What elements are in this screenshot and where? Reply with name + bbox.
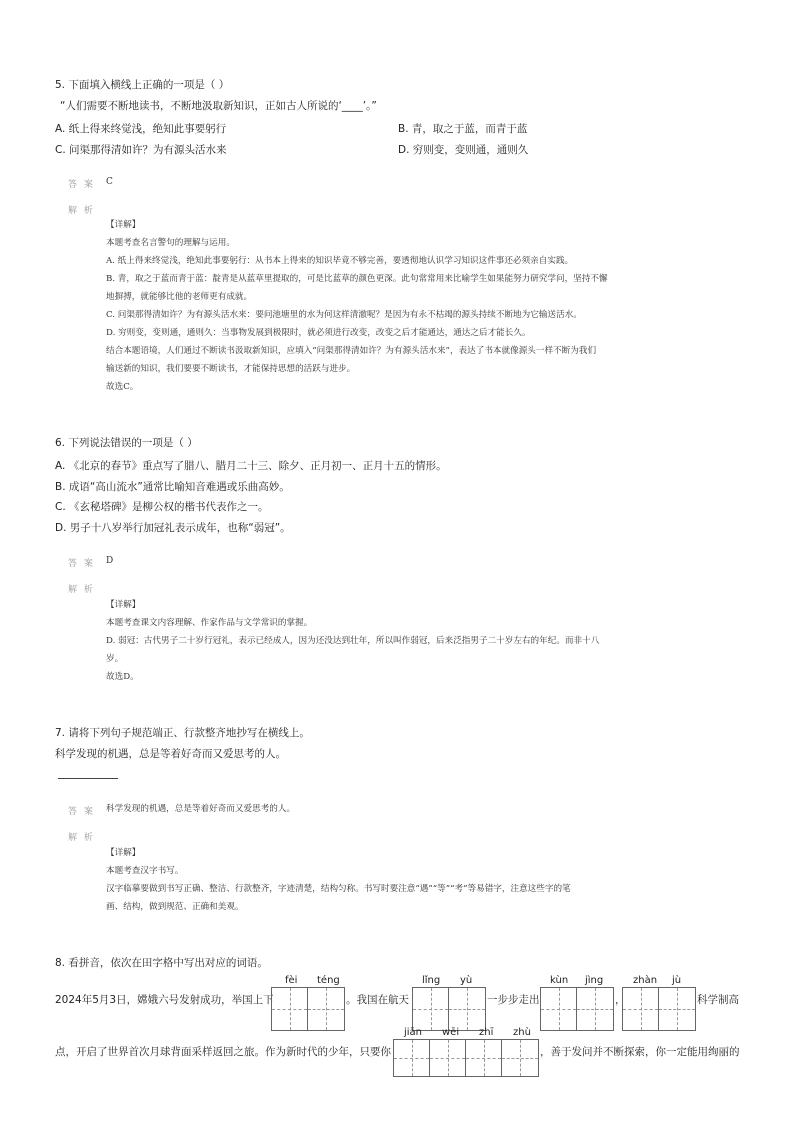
q8-line-1 [0, 987, 794, 1031]
pinyin: téng [317, 975, 340, 986]
pinyin: zhī [479, 1027, 494, 1038]
q7-answer-line[interactable] [58, 778, 118, 779]
pinyin: jìng [585, 975, 604, 986]
q6-explanation [106, 599, 599, 689]
tianzige-cell[interactable] [541, 988, 577, 1030]
tianzige-cell[interactable] [659, 988, 695, 1030]
explanation-line: 输送新的知识，我们要要不断读书，才能保持思想的活跃与进步。 [106, 364, 356, 374]
pinyin: fèi [285, 975, 298, 986]
explanation-line: A. 纸上得来终觉浅，绝知此事要躬行：从书本上得来的知识毕竟不够完善，要透彻地认识学习知识这件事还必须亲自实践。 [106, 256, 574, 266]
q5-analysis-label: 解 析 [68, 206, 95, 216]
explanation-line: 本题考查汉字书写。 [106, 866, 184, 876]
pinyin: wēi [442, 1027, 460, 1038]
tianzige-cell[interactable] [449, 988, 485, 1030]
pinyin: yù [460, 975, 473, 986]
q6-stem: 6. 下列说法错误的一项是（ ） [55, 437, 198, 449]
pinyin: jù [672, 975, 682, 986]
tianzige-cell[interactable] [413, 988, 449, 1030]
q7-answer-label: 答 案 [68, 807, 95, 817]
tianzige-cell[interactable] [430, 1040, 466, 1076]
q8-line-2 [0, 1039, 794, 1079]
explanation-line: D. 穷则变，变则通，通则久：当事物发展到极限时，就必须进行改变，改变之后才能通达，通达之后才能长久。 [106, 328, 531, 338]
q6-option-a[interactable]: A. 《北京的春节》重点写了腊八、腊月二十三、除夕、正月初一、正月十五的情形。 [55, 460, 447, 472]
q5-quote: “人们需要不断地读书，不断地汲取新知识，正如古人所说的‘____’。” [60, 100, 377, 112]
tianzige-cell[interactable] [308, 988, 344, 1030]
q8-text: 点，开启了世界首次月球背面采样返回之旅。作为新时代的少年，只要你 [55, 1046, 391, 1058]
explanation-line: 汉字临摹要做到书写正确、整洁、行款整齐，字迹清楚，结构匀称。书写时要注意“遇”“等”“考”等易错字，注意这些字的笔 [106, 884, 571, 894]
explanation-line: B. 青，取之于蓝而青于蓝：靛青是从蓝草里提取的，可是比蓝草的颜色更深。此句常常用来比喻学生如果能努力研究学问，坚持不懈 [106, 274, 608, 284]
explanation-line: C. 问渠那得清如许？为有源头活水来：要问池塘里的水为何这样清澈呢？是因为有永不枯竭的源头持续不断地为它输送活水。 [106, 310, 582, 320]
explanation-line: 本题考查名言警句的理解与运用。 [106, 238, 235, 248]
tianzige-grid-feiteng[interactable] [271, 987, 345, 1031]
explanation-line: 故选D。 [106, 672, 139, 682]
explanation-line: D. 弱冠：古代男子二十岁行冠礼，表示已经成人，因为还没达到壮年，所以叫作弱冠，后来泛指男子二十岁左右的年纪。而非十八 [106, 636, 600, 646]
q6-answer: D [106, 556, 114, 566]
pinyin: lǐng [422, 975, 441, 986]
q7-explanation [106, 847, 571, 919]
tianzige-cell[interactable] [394, 1040, 430, 1076]
explanation-line: 【详解】 [106, 600, 141, 610]
q6-option-b[interactable]: B. 成语“高山流水”通常比喻知音难遇或乐曲高妙。 [55, 481, 290, 493]
explanation-line: 结合本题语境，人们通过不断读书汲取新知识，应填入“问渠那得清如许？为有源头活水来”，表达了书本就像源头一样不断为我们 [106, 346, 597, 356]
pinyin: kùn [550, 975, 569, 986]
q8-text: 。我国在航天 [346, 994, 409, 1006]
explanation-line: 【详解】 [106, 848, 141, 858]
pinyin: zhù [513, 1027, 531, 1038]
q8-text: ， [615, 994, 626, 1006]
q6-option-d[interactable]: D. 男子十八岁举行加冠礼表示成年，也称“弱冠”。 [55, 522, 291, 534]
q6-answer-label: 答 案 [68, 559, 95, 569]
tianzige-grid-zhanju[interactable] [622, 987, 696, 1031]
tianzige-cell[interactable] [466, 1040, 502, 1076]
explanation-line: 画、结构，做到规范、正确和美观。 [106, 902, 244, 912]
q8-text: 科学制高 [697, 994, 739, 1006]
tianzige-cell[interactable] [272, 988, 308, 1030]
q8-stem: 8. 看拼音，依次在田字格中写出对应的词语。 [55, 957, 268, 969]
q7-sentence: 科学发现的机遇，总是等着好奇而又爱思考的人。 [55, 748, 286, 760]
explanation-line: 地摒搏，就能够比他的老师更有成就。 [106, 292, 253, 302]
tianzige-cell[interactable] [577, 988, 613, 1030]
q5-option-c[interactable]: C. 问渠那得清如许？为有源头活水来 [55, 144, 227, 156]
q7-answer: 科学发现的机遇，总是等着好奇而又爱思考的人。 [106, 804, 296, 814]
q8-text: 2024年5月3日，嫦娥六号发射成功，举国上下 [55, 994, 274, 1006]
q5-explanation [106, 219, 608, 399]
q7-stem: 7. 请将下列句子规范端正、行款整齐地抄写在横线上。 [55, 727, 310, 739]
tianzige-grid-lingyu[interactable] [412, 987, 486, 1031]
q7-analysis-label: 解 析 [68, 833, 95, 843]
q5-option-d[interactable]: D. 穷则变，变则通，通则久 [398, 144, 529, 156]
q5-answer: C [106, 177, 113, 187]
tianzige-cell[interactable] [623, 988, 659, 1030]
pinyin: jiān [404, 1027, 423, 1038]
q8-text: ，善于发问并不断探索，你一定能用绚丽的 [540, 1046, 740, 1058]
explanation-line: 本题考查课文内容理解、作家作品与文学常识的掌握。 [106, 618, 313, 628]
q5-stem: 5. 下面填入横线上正确的一项是（ ） [55, 79, 230, 91]
explanation-line: 故选C。 [106, 382, 139, 392]
explanation-line: 【详解】 [106, 220, 141, 230]
q6-analysis-label: 解 析 [68, 585, 95, 595]
explanation-line: 岁。 [106, 654, 124, 664]
tianzige-grid-kunjing[interactable] [540, 987, 614, 1031]
q5-option-a[interactable]: A. 纸上得来终觉浅，绝知此事要躬行 [55, 123, 227, 135]
pinyin: zhàn [633, 975, 658, 986]
q5-option-b[interactable]: B. 青，取之于蓝，而青于蓝 [398, 123, 528, 135]
tianzige-grid-jianweizhizhu[interactable] [393, 1039, 539, 1077]
q6-option-c[interactable]: C. 《玄秘塔碑》是柳公权的楷书代表作之一。 [55, 501, 269, 513]
q5-answer-label: 答 案 [68, 180, 95, 190]
tianzige-cell[interactable] [502, 1040, 538, 1076]
q8-text: 一步步走出 [487, 994, 540, 1006]
